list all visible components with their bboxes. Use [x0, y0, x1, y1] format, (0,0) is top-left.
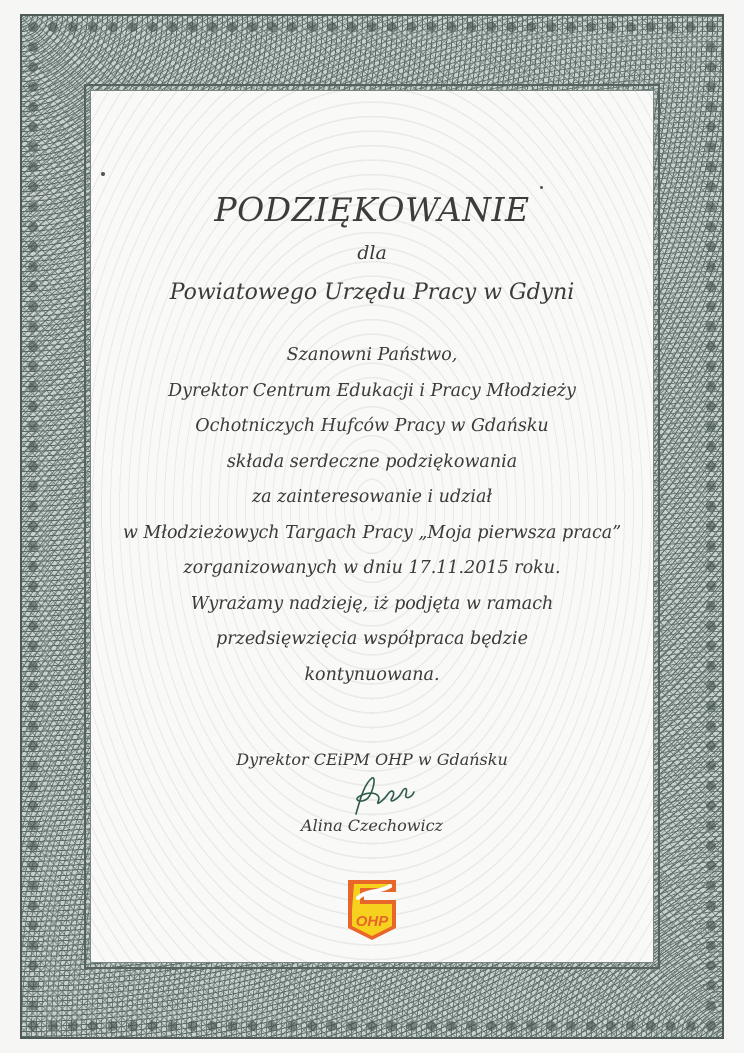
body-line: w Młodzieżowych Targach Pracy „Moja pierwsza praca”: [122, 522, 622, 543]
body-line: Dyrektor Centrum Edukacji i Pracy Młodzieży: [168, 380, 576, 401]
ohp-logo: [334, 870, 410, 946]
scan-dot: [101, 172, 105, 176]
body-line: Szanowni Państwo,: [286, 345, 458, 365]
body-line: za zainteresowanie i udział: [251, 487, 493, 507]
for-word: dla: [357, 242, 387, 264]
signer-name: Alina Czechowicz: [301, 816, 443, 835]
signer-title: Dyrektor CEiPM OHP w Gdańsku: [236, 750, 508, 769]
body-text: [90, 338, 654, 693]
svg-text:OHP: OHP: [355, 913, 389, 930]
recipient-name: Powiatowego Urzędu Pracy w Gdyni: [169, 280, 575, 305]
document-title: PODZIĘKOWANIE: [214, 190, 530, 229]
body-line: składa serdeczne podziękowania: [226, 451, 518, 472]
handwritten-signature: [338, 770, 428, 820]
body-line: Wyrażamy nadzieję, iż podjęta w ramach: [190, 593, 554, 614]
scan-dot: [540, 186, 543, 189]
body-line: zorganizowanych w dniu 17.11.2015 roku.: [183, 558, 561, 578]
body-line: Ochotniczych Hufców Pracy w Gdańsku: [195, 416, 549, 436]
body-line: przedsięwzięcia współpraca będzie: [216, 629, 528, 649]
body-line: kontynuowana.: [304, 664, 440, 685]
